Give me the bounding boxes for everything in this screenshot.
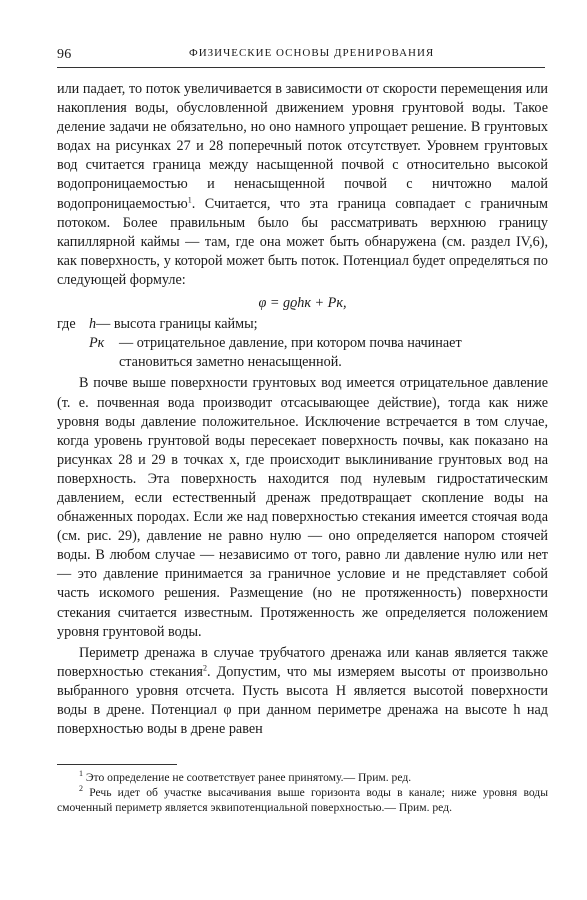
- page-header: [57, 46, 545, 68]
- footnote-ref-1[interactable]: 1: [187, 194, 192, 204]
- paragraph-1: или падает, то поток увеличивается в зависимости от скорости перемещения или накопления воды, обусловленной движением уровня грунтовой воды. Такое деление задачи не обязательно, но оно намного упрощает решение. В грунтовых водах на рисунках 27 и 28 поперечный поток отсутствует. Уровнем грунтовых вод считается граница между насыщенной почвой с относительно высокой водопроницаемостью и ненасыщенной почвой с ничтожно малой водопроницаемостью$^1$. Считается, что эта граница совпадает с граничным потоком. Более правильным было бы рассматривать верхнюю границу капиллярной каймы — там, где она может быть обнаружена (см. раздел IV,6), как поверхность, у которой может быть поток. Потенциал будет определяться по следующей формуле:: [57, 81, 548, 288]
- header-rule: [57, 67, 545, 68]
- paragraph-2: В почве выше поверхности грунтовых вод имеется отрицательное давление (т. е. почвенная вода производит отсасывающее действие), тогда как ниже уровня воды давление положительное. Исключение встречается в том случае, когда уровень грунтовой воды пересекает поверхность почвы, как показано на рисунках 28 и 29 в точках x, где происходит выклинивание грунтовых вод на поверхность. Эта поверхность находится под нулевым гидростатическим давлением, если естественный дренаж предотвращает скопление воды на обнаженных породах. Если же над поверхностью стекания имеется стоячая вода (см. рис. 29), давление не равно нулю — оно определяется напором стоячей воды. В любом случае — независимо от того, равно ли давление нулю или нет — это давление принимается за граничное условие и не представляет собой часть искомого решения. Размещение (но не протяженность) поверхности стекания считается известным. Протяженность же определяется положением уровня грунтовой воды.: [57, 375, 548, 640]
- footnote-ref-2[interactable]: 2: [202, 663, 207, 673]
- definition-h-text: — высота границы каймы;: [96, 316, 258, 333]
- footnote-rule: [57, 764, 177, 765]
- symbol-h: h: [89, 316, 97, 333]
- definition-p: [89, 334, 548, 353]
- where-label: где: [57, 316, 76, 333]
- footnotes: [57, 770, 548, 815]
- running-title: ФИЗИЧЕСКИЕ ОСНОВЫ ДРЕНИРОВАНИЯ: [189, 47, 435, 59]
- definition-p-text: — отрицательное давление, при котором почва начинает: [119, 335, 462, 352]
- body-text: [57, 80, 548, 739]
- formula: φ = gϱhк + Pк,: [258, 295, 347, 312]
- footnote-2: $^2$ Речь идет об участке высачивания выше горизонта воды в канале; ниже уровня воды смоченный периметр является эквипотенциальной поверхностью.— Прим. ред.: [57, 784, 548, 814]
- paragraph-3: Периметр дренажа в случае трубчатого дренажа или канав является также поверхностью стекания$^2$. Допустим, что мы измеряем высоты от произвольно выбранного уровня отсчета. Пусть высота H является высотой поверхности воды в дрене. Потенциал φ при данном периметре дренажа на высоте h над поверхностью воды в дрене равен: [57, 644, 548, 738]
- symbol-p: Pк: [89, 335, 105, 352]
- definition-h: [57, 315, 548, 334]
- definition-p-continuation: становиться заметно ненасыщенной.: [119, 354, 342, 371]
- footnote-1: $^1$ Это определение не соответствует ранее принятому.— Прим. ред.: [79, 769, 412, 784]
- page-number: 96: [57, 47, 72, 62]
